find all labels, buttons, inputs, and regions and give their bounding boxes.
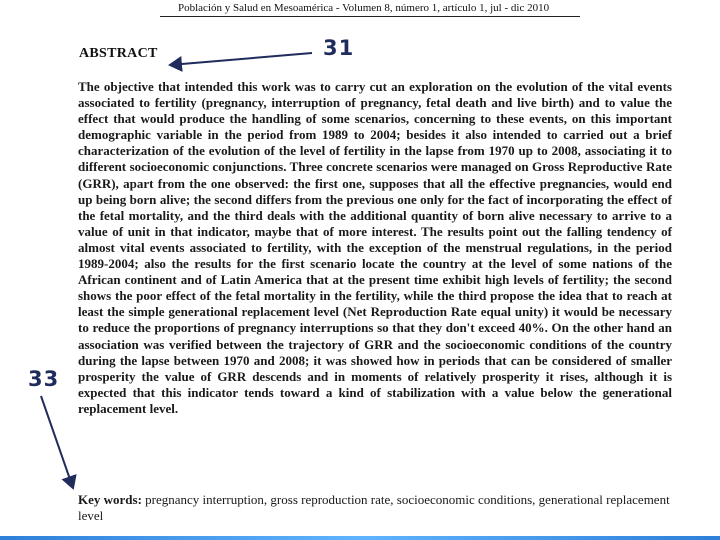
abstract-body: The objective that intended this work was to carry cut an exploration on the evolution of the vital events associated to fertility (pregnancy, interruption of pregnancy, fetal death and live birth) and to value the effect that would produce the handling of some scenarios, concerning to these events, on this important demographic variable in the period from 1989 to 2004; besides it also intended to carried out a brief characterization of the evolution of the level of fertility in the lapse from 1970 up to 2008, associating it to different socioeconomic conjunctions. Three concrete scenarios were managed on Gross Reproductive Rate (GRR), apart from the one observed: the first one, supposes that all the effective pregnancies, would end up being born alive; the second differs from the previous one only for the fact of incorporating the effect of the fetal mortality, and the third deals with the additional quantity of born alive necessary to arrive to a value of unit in that indicator, maybe that of more interest. The results point out the falling tendency of almost vital events associated to fertility, with the exception of the menstrual regulations, in the period 1989-2004; also the results for the first scenario locate the country at the level of some nations of the African continent and of Latin America that at the present time exhibit high levels of fertility; the second shows the poor effect of the fetal mortality in the fertility, while the third propose the idea that to reach at least the simple generational replacement level (Net Reproduction Rate equal unity) it would be necessary to reduce the proportions of pregnancy interruptions so that they don't exceed 40%. On the other hand an association was verified between the trajectory of GRR and the socioeconomic conditions of the country during the lapse between 1970 and 2008; it was showed how in periods that can be considered of smaller prosperity the value of GRR descends and in moments of relatively prosperity it rises, although it is expected that this indicator tends toward a kind of stabilization with a value below the generational replacement level. [78,79,672,416]
arrow-to-keywords [41,396,73,488]
annotation-number-top: 31 [323,36,355,60]
bottom-strip [0,536,720,540]
abstract-heading: ABSTRACT [79,46,158,61]
header-rule [160,16,580,17]
keywords-text: pregnancy interruption, gross reproduction rate, socioeconomic conditions, generational replacement level [78,492,670,523]
page-header: Población y Salud en Mesoamérica - Volumen 8, número 1, artículo 1, jul - dic 2010 [178,2,550,14]
arrow-to-heading [170,53,312,65]
keywords-label: Key words: [78,492,142,507]
keywords-paragraph [78,492,672,524]
annotation-number-left: 33 [28,367,60,391]
